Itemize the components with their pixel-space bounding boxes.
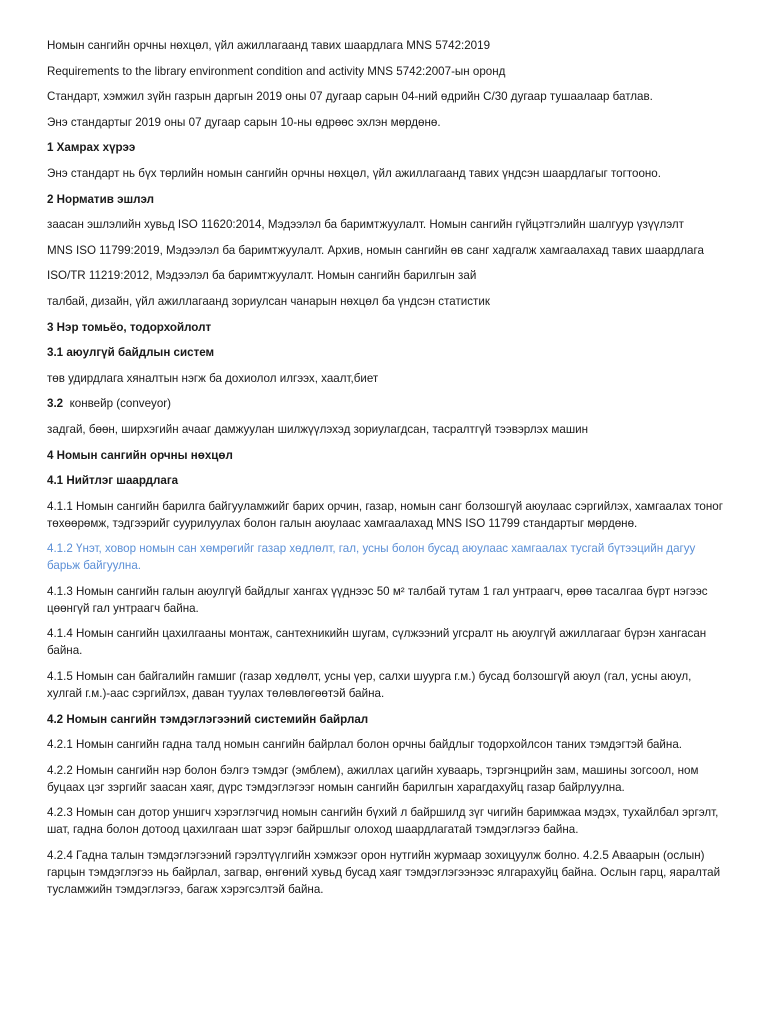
term-definition-security-system: төв удирдлага хяналтын нэгж ба дохиолол илгээх, хаалт,биет: [47, 371, 379, 385]
clause-4-1-2-link[interactable]: 4.1.2 Үнэт, ховор номын сан хөмрөгийг газар хөдлөлт, гал, усны болон бусад аюулаас хамгаалах тусгай бүтээцийн дагуу барьж байгуулна.: [47, 542, 696, 573]
document-title-en: Requirements to the library environment condition and activity MNS 5742:2007-ын оронд: [47, 64, 506, 78]
subsection-heading-signage-system: 4.2 Номын сангийн тэмдэглэгээний системийн байрлал: [47, 712, 369, 726]
clause-4-2-2: 4.2.2 Номын сангийн нэр болон бэлгэ тэмдэг (эмблем), ажиллах цагийн хуваарь, тэргэнцрийн зам, машины зогсоол, ном буцаах цэг зэргийг заасан хаяг, дүрс тэмдэглэгээг номын сангийн барилгын харагдахуйц газар байрлуулна.: [47, 763, 699, 794]
clause-4-2-1: 4.2.1 Номын сангийн гадна талд номын сангийн байрлал болон орчны байдлыг тодорхойлсон таних тэмдэгтэй байна.: [47, 738, 682, 752]
reference-iso-tr-11219-continued: талбай, дизайн, үйл ажиллагаанд зориулсан чанарын нөхцөл ба үндсэн статистик: [47, 294, 490, 308]
clause-4-2-3: 4.2.3 Номын сан дотор уншигч хэрэглэгчид номын сангийн бүхий л байршилд зүг чигийн баримжаа мэдэх, тухайлбал эргэлт, шат, гадна болон дотоод цахилгаан шат зэрэг байршлыг олоход шаардлагатай тэмдэглэгээ байна.: [47, 806, 719, 837]
document-title-mn: Номын сангийн орчны нөхцөл, үйл ажиллагаанд тавих шаардлага MNS 5742:2019: [47, 39, 491, 52]
section-heading-terms: 3 Нэр томьёо, тодорхойлолт: [47, 320, 212, 334]
term-heading-security-system: 3.1 аюулгүй байдлын систем: [47, 346, 215, 360]
approval-note: Стандарт, хэмжил зүйн газрын даргын 2019 оны 07 дугаар сарын 04-ний өдрийн С/30 дугаар тушаалаар батлав.: [47, 90, 653, 104]
clause-4-1-4: 4.1.4 Номын сангийн цахилгааны монтаж, сантехникийн шугам, сүлжээний угсралт нь аюулгүй ажиллагааг бүрэн хангасан байна.: [47, 627, 707, 658]
clause-4-1-5: 4.1.5 Номын сан байгалийн гамшиг (газар хөдлөлт, усны үер, салхи шуурга г.м.) бусад болзошгүй аюул (гал, усны аюул, хулгай г.м.)-аас сэргийлэх, даван туулах төлөвлөгөөтэй байна.: [47, 670, 692, 701]
scope-text: Энэ стандарт нь бүх төрлийн номын сангийн орчны нөхцөл, үйл ажиллагаанд тавих үндсэн шаардлагыг тогтооно.: [47, 166, 661, 180]
term-name-conveyor: конвейр (conveyor): [63, 397, 172, 411]
document-page: [47, 37, 727, 907]
reference-iso-11620: заасан эшлэлийн хувьд ISO 11620:2014, Мэдээлэл ба баримтжуулалт. Номын сангийн гүйцэтгэлийн шалгуур үзүүлэлт: [47, 218, 684, 232]
clause-4-1-3: 4.1.3 Номын сангийн галын аюулгүй байдлыг хангах үүднээс 50 м² талбай тутам 1 гал унтраагч, өрөө тасалгаа бүрт нэгээс цөөнгүй гал унтраагч байна.: [47, 584, 708, 615]
subsection-heading-general-requirements: 4.1 Нийтлэг шаардлага: [47, 474, 179, 488]
reference-mns-iso-11799: MNS ISO 11799:2019, Мэдээлэл ба баримтжуулалт. Архив, номын сангийн өв санг хадгалж хамгаалахад тавих шаардлага: [47, 243, 704, 257]
term-number-conveyor: 3.2: [47, 397, 64, 411]
effective-date-note: Энэ стандартыг 2019 оны 07 дугаар сарын 10-ны өдрөөс эхлэн мөрдөнө.: [47, 115, 441, 129]
term-definition-conveyor: задгай, бөөн, ширхэгийн ачааг дамжуулан шилжүүлэхэд зориулагдсан, тасралтгүй тээвэрлэх машин: [47, 422, 588, 436]
section-heading-environment: 4 Номын сангийн орчны нөхцөл: [47, 448, 233, 462]
reference-iso-tr-11219: ISO/TR 11219:2012, Мэдээлэл ба баримтжуулалт. Номын сангийн барилгын зай: [47, 269, 477, 283]
section-heading-normative-references: 2 Норматив эшлэл: [47, 192, 154, 206]
section-heading-scope: 1 Хамрах хүрээ: [47, 141, 136, 155]
term-heading-conveyor: [47, 395, 727, 412]
clause-4-1-1: 4.1.1 Номын сангийн барилга байгууламжийг барих орчин, газар, номын санг болзошгүй аюулаас сэргийлэх, хамгаалах тоног төхөөрөмж, тэдгээрийг суурилуулах болон галын аюулаас хамгаалахад MNS ISO 11799 стандартыг мөрдөнө.: [47, 499, 723, 530]
clause-4-2-4: 4.2.4 Гадна талын тэмдэглэгээний гэрэлтүүлгийн хэмжээг орон нутгийн журмаар зохицуулж болно. 4.2.5 Аваарын (ослын) гарцын тэмдэглэгээ нь байрлал, загвар, өнгөний хувьд бусад хаяг тэмдэглэгээнээс ялгарахуйц байна. Ослын гарц, яаралтай тусламжийн тэмдэглэгээ, багаж хэрэгсэлтэй байна.: [47, 849, 721, 897]
